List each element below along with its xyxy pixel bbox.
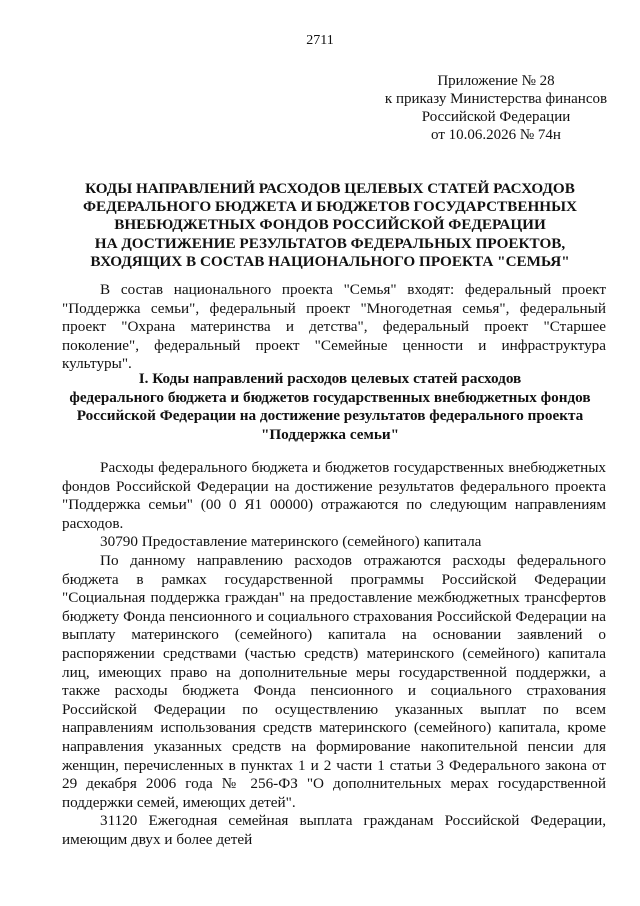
section-title <box>54 370 606 444</box>
document-title <box>50 180 610 271</box>
document-title-line: ВХОДЯЩИХ В СОСТАВ НАЦИОНАЛЬНОГО ПРОЕКТА "СЕМЬЯ" <box>90 252 570 270</box>
appendix-number: Приложение № 28 <box>437 73 555 89</box>
document-title-line: ФЕДЕРАЛЬНОГО БЮДЖЕТА И БЮДЖЕТОВ ГОСУДАРСТВЕННЫХ <box>83 198 577 216</box>
intro-paragraph: В состав национального проекта "Семья" входят: федеральный проект "Поддержка семьи", федеральный проект "Многодетная семья", федеральный проект "Охрана материнства и детства", федеральный проект "Старшее поколение", федеральный проект "Семейные ценности и инфраструктура культуры". <box>62 281 606 373</box>
section-title-line: I. Коды направлений расходов целевых статей расходов <box>138 370 522 387</box>
code-31120-title: 31120 Ежегодная семейная выплата гражданам Российской Федерации, имеющим двух и более детей <box>62 812 606 848</box>
document-title-line: ВНЕБЮДЖЕТНЫХ ФОНДОВ РОССИЙСКОЙ ФЕДЕРАЦИИ <box>114 216 546 234</box>
section-body <box>62 459 606 849</box>
appendix-country: Российской Федерации <box>421 109 571 125</box>
appendix-header <box>378 72 614 144</box>
section-title-line: Российской Федерации на достижение результатов федерального проекта <box>76 407 584 425</box>
page-number: 2711 <box>306 33 334 48</box>
code-30790-title: 30790 Предоставление материнского (семейного) капитала <box>100 533 482 551</box>
document-title-line: КОДЫ НАПРАВЛЕНИЙ РАСХОДОВ ЦЕЛЕВЫХ СТАТЕЙ РАСХОДОВ <box>85 180 575 197</box>
document-title-line: НА ДОСТИЖЕНИЕ РЕЗУЛЬТАТОВ ФЕДЕРАЛЬНЫХ ПРОЕКТОВ, <box>94 234 566 252</box>
section-intro-paragraph: Расходы федерального бюджета и бюджетов государственных внебюджетных фондов Российской Федерации на достижение результатов федерального проекта "Поддержка семьи" (00 0 Я1 00000) отражаются по следующим направлениям расходов. <box>62 459 606 532</box>
section-title-line: федерального бюджета и бюджетов государственных внебюджетных фондов <box>69 388 591 406</box>
appendix-date: от 10.06.2026 № 74н <box>431 127 561 143</box>
section-title-line: "Поддержка семьи" <box>260 425 400 443</box>
appendix-order: к приказу Министерства финансов <box>384 91 608 107</box>
code-30790-text: По данному направлению расходов отражаются расходы федерального бюджета в рамках государственной программы Российской Федерации "Социальная поддержка граждан" на предоставление межбюджетных трансфертов бюджету Фонда пенсионного и социального страхования Российской Федерации на выплату материнского (семейного) капитала на основании заявлений о распоряжении средствами (частью средств) материнского (семейного) капитала лиц, имеющих право на дополнительные меры государственной поддержки, а также расходы бюджета Фонда пенсионного и социального страхования Российской Федерации по осуществлению указанных выплат по всем направлениям использования средств материнского (семейного) капитала, кроме направления указанных средств на формирование накопительной пенсии для женщин, перечисленных в пунктах 1 и 2 части 1 статьи 3 Федерального закона от 29 декабря 2006 года № 256-ФЗ "О дополнительных мерах государственной поддержки семей, имеющих детей". <box>62 551 606 811</box>
